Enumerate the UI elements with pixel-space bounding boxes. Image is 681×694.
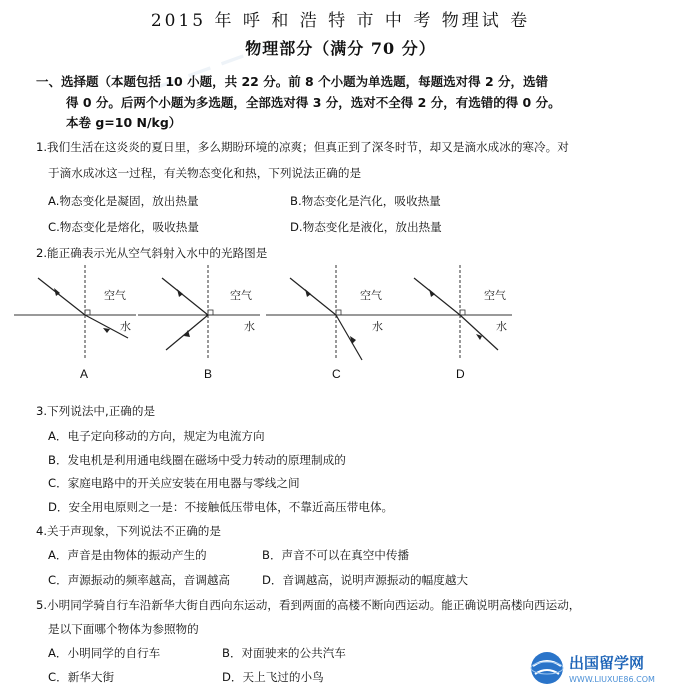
- page-title: 2015 年 呼 和 浩 特 市 中 考 物理试 卷: [150, 11, 531, 31]
- diagram-b-letter: B: [204, 367, 213, 381]
- diagram-c-letter: C: [332, 367, 341, 381]
- diagram-c-water-label: 水: [372, 320, 383, 333]
- diagram-d-water-label: 水: [496, 320, 507, 333]
- logo-name: 出国留学网: [569, 654, 645, 672]
- q4-stem: 4.关于声现象，下列说法不正确的是: [36, 524, 221, 538]
- q5-option-c: C．新华大街: [48, 670, 115, 684]
- q1-option-b: B.物态变化是汽化，吸收热量: [290, 194, 441, 208]
- watermark: — — — —: [148, 28, 283, 102]
- logo-url: WWW.LIUXUE86.COM: [569, 675, 655, 684]
- q3-option-c: C．家庭电路中的开关应安装在用电器与零线之间: [48, 476, 300, 490]
- q5-option-d: D．天上飞过的小鸟: [222, 670, 324, 684]
- diagram-c: [266, 265, 390, 381]
- q3-option-b: B．发电机是利用通电线圈在磁场中受力转动的原理制成的: [48, 453, 346, 467]
- q3-option-a: A．电子定向移动的方向，规定为电流方向: [48, 429, 265, 443]
- q2-stem: 2.能正确表示光从空气斜射入水中的光路图是: [36, 246, 268, 260]
- diagram-a-water-label: 水: [120, 320, 131, 333]
- diagram-d-air-label: 空气: [484, 289, 506, 302]
- q5-stem-line2: 是以下面哪个物体为参照物的: [48, 622, 199, 636]
- q5-option-a: A．小明同学的自行车: [48, 646, 161, 660]
- diagram-b-air-label: 空气: [230, 289, 252, 302]
- q4-option-a: A．声音是由物体的振动产生的: [48, 548, 207, 562]
- q1-option-c: C.物态变化是熔化，吸收热量: [48, 220, 199, 234]
- diagram-c-air-label: 空气: [360, 289, 382, 302]
- diagram-d: [390, 265, 512, 381]
- site-logo: [527, 646, 677, 690]
- diagram-d-letter: D: [456, 367, 465, 381]
- q4-option-b: B．声音不可以在真空中传播: [262, 548, 410, 562]
- page-subtitle: 物理部分（满分 70 分）: [245, 39, 436, 58]
- section-instruction-line2: 得 0 分。后两个小题为多选题，全部选对得 3 分，选对不全得 2 分，有选错的得 0 分。: [66, 95, 561, 110]
- q1-option-d: D.物态变化是液化，放出热量: [290, 220, 442, 234]
- section-instruction-line3: 本卷 g=10 N/kg）: [66, 115, 182, 130]
- q1-stem-line2: 于滴水成冰这一过程，有关物态变化和热，下列说法正确的是: [48, 166, 362, 180]
- q4-option-c: C．声源振动的频率越高，音调越高: [48, 573, 231, 587]
- globe-icon: [531, 652, 563, 684]
- q5-option-b: B．对面驶来的公共汽车: [222, 646, 346, 660]
- diagram-b: [138, 265, 260, 381]
- q3-option-d: D．安全用电原则之一是：不接触低压带电体，不靠近高压带电体。: [48, 500, 394, 514]
- light-path-diagrams: [0, 262, 681, 392]
- q3-stem: 3.下列说法中,正确的是: [36, 404, 156, 418]
- q1-option-a: A.物态变化是凝固，放出热量: [48, 194, 199, 208]
- q1-stem-line1: 1.我们生活在这炎炎的夏日里，多么期盼环境的凉爽；但真正到了深冬时节，却又是滴水成冰的寒冷。对: [36, 140, 569, 154]
- section-instruction-line1: 一、选择题（本题包括 10 小题，共 22 分。前 8 个小题为单选题，每题选对得 2 分，选错: [36, 74, 549, 89]
- diagram-a: [14, 265, 136, 381]
- q4-option-d: D．音调越高，说明声源振动的幅度越大: [262, 573, 469, 587]
- diagram-a-letter: A: [80, 367, 89, 381]
- diagram-a-air-label: 空气: [104, 289, 126, 302]
- q5-stem-line1: 5.小明同学骑自行车沿新华大街自西向东运动，看到两面的高楼不断向西运动。能正确说明高楼向西运动，: [36, 598, 581, 612]
- diagram-b-water-label: 水: [244, 320, 255, 333]
